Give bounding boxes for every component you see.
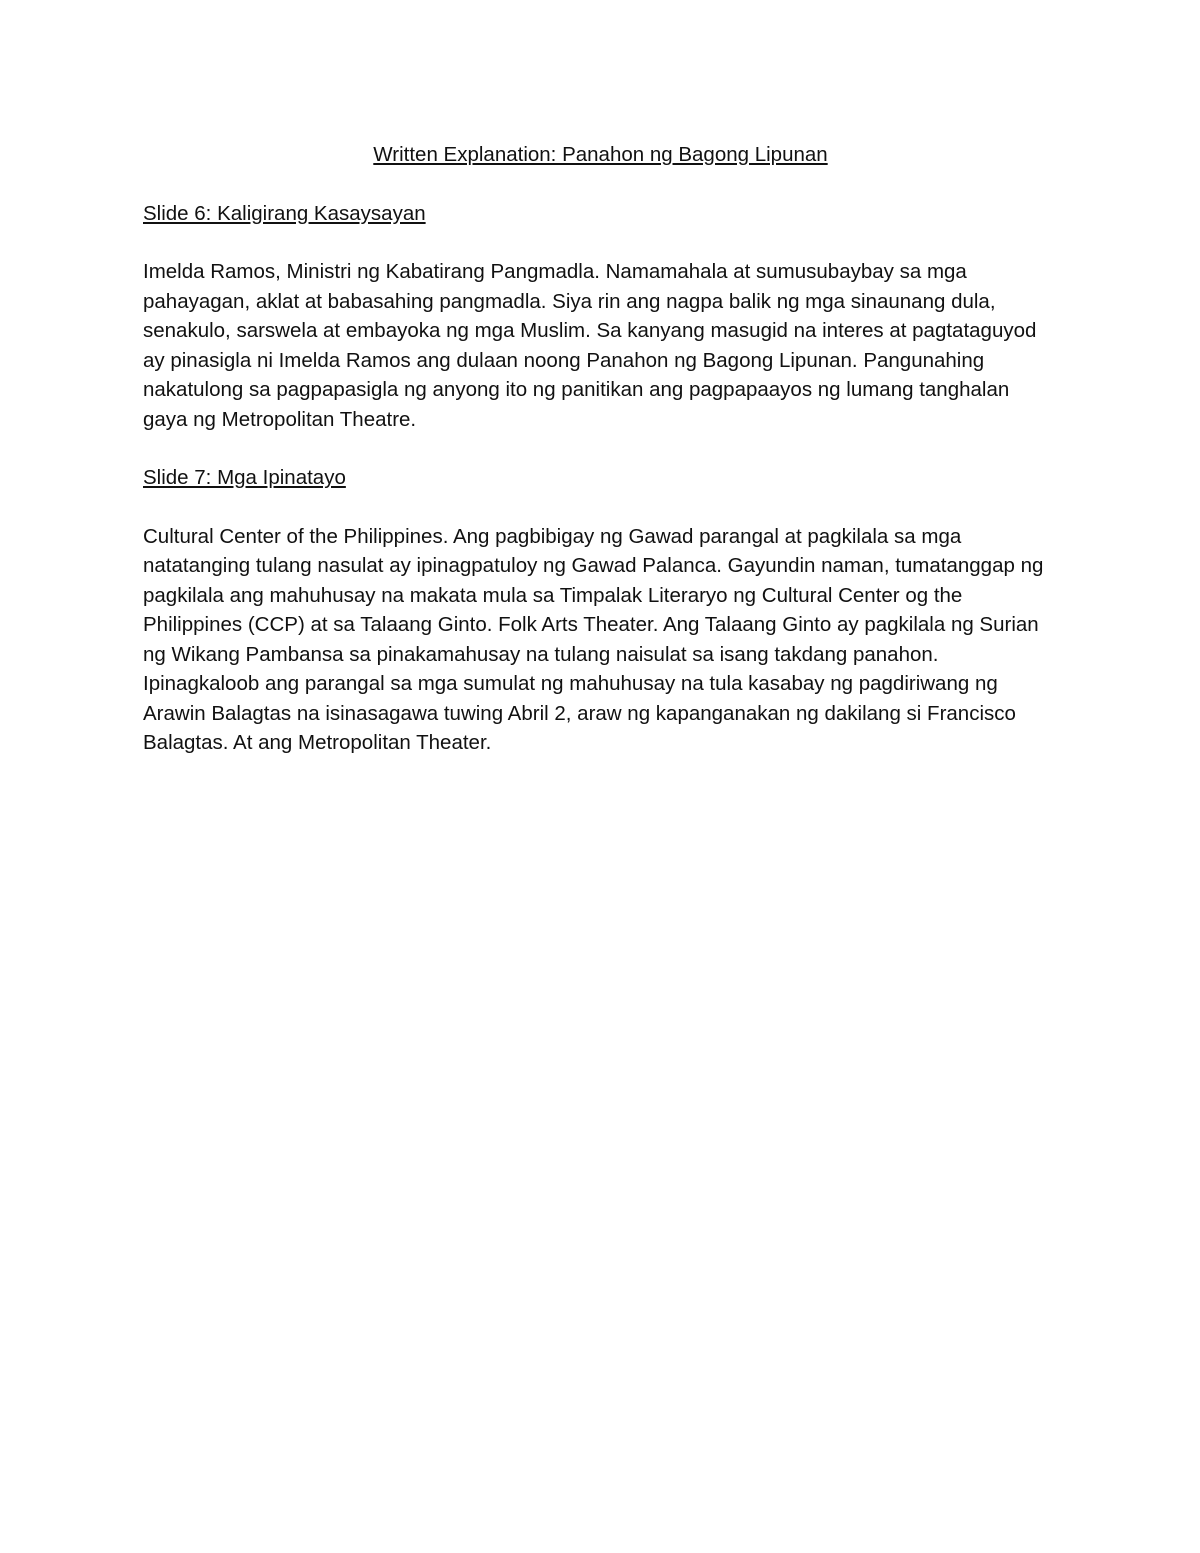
section-heading-slide-6: Slide 6: Kaligirang Kasaysayan	[143, 201, 426, 225]
document-content	[143, 140, 1058, 787]
section-heading-slide-7: Slide 7: Mga Ipinatayo	[143, 466, 346, 489]
section-body-slide-7: Cultural Center of the Philippines. Ang pagbibigay ng Gawad parangal at pagkilala sa mga natatanging tulang nasulat ay ipinagpatuloy ng Gawad Palanca. Gayundin naman, tumatanggap ng pagkilala ang mahuhusay na makata mula sa Timpalak Literaryo ng Cultural Center og the Philippines (CCP) at sa Talaang Ginto. Folk Arts Theater. Ang Talaang Ginto ay pagkilala ng Surian ng Wikang Pambansa sa pinakamahusay na tulang naisulat sa isang takdang panahon. Ipinagkaloob ang parangal sa mga sumulat ng mahuhusay na tula kasabay ng pagdiriwang ng Arawin Balagtas na isinasagawa tuwing Abril 2, araw ng kapanganakan ng dakilang si Francisco Balagtas. At ang Metropolitan Theater.	[143, 524, 1044, 754]
document-title: Written Explanation: Panahon ng Bagong Lipunan	[373, 143, 828, 166]
section-body-slide-6: Imelda Ramos, Ministri ng Kabatirang Pangmadla. Namamahala at sumusubaybay sa mga pahayagan, aklat at babasahing pangmadla. Siya rin ang nagpa balik ng mga sinaunang dula, senakulo, sarswela at embayoka ng mga Muslim. Sa kanyang masugid na interes at pagtataguyod ay pinasigla ni Imelda Ramos ang dulaan noong Panahon ng Bagong Lipunan. Pangunahing nakatulong sa pagpapasigla ng anyong ito ng panitikan ang pagpapaayos ng lumang tanghalan gaya ng Metropolitan Theatre.	[143, 260, 1037, 431]
